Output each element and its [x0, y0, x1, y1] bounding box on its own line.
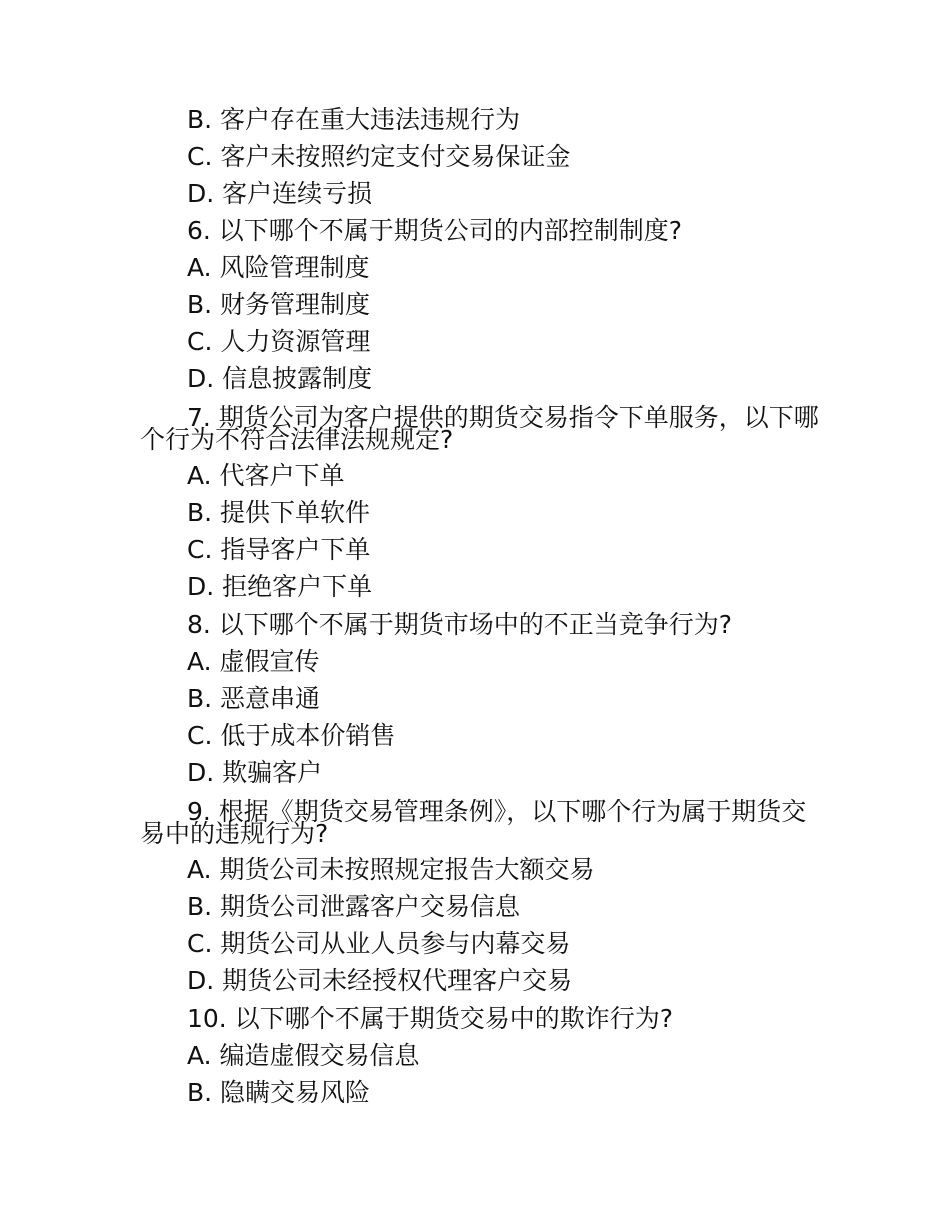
question-7: 7. 期货公司为客户提供的期货交易指令下单服务，以下哪	[187, 403, 819, 432]
option-b-q6: B. 财务管理制度	[187, 290, 371, 319]
question-7-continuation: 个行为不符合法律法规规定?	[140, 425, 454, 454]
option-d-q9: D. 期货公司未经授权代理客户交易	[187, 966, 573, 995]
option-a-q9: A. 期货公司未按照规定报告大额交易	[187, 855, 595, 884]
option-a-q6: A. 风险管理制度	[187, 253, 370, 282]
option-c-q9: C. 期货公司从业人员参与内幕交易	[187, 929, 571, 958]
option-b-q8: B. 恶意串通	[187, 684, 321, 713]
option-a-q7: A. 代客户下单	[187, 461, 345, 490]
question-9: 9. 根据《期货交易管理条例》，以下哪个行为属于期货交	[187, 797, 807, 826]
question-8: 8. 以下哪个不属于期货市场中的不正当竞争行为?	[187, 610, 733, 639]
option-d-q6: D. 信息披露制度	[187, 364, 373, 393]
option-a-q10: A. 编造虚假交易信息	[187, 1041, 420, 1070]
option-b-q5: B. 客户存在重大违法违规行为	[187, 105, 521, 134]
option-c-q6: C. 人力资源管理	[187, 327, 371, 356]
option-c-q7: C. 指导客户下单	[187, 535, 371, 564]
question-10: 10. 以下哪个不属于期货交易中的欺诈行为?	[187, 1004, 673, 1033]
question-6: 6. 以下哪个不属于期货公司的内部控制制度?	[187, 216, 683, 245]
option-b-q9: B. 期货公司泄露客户交易信息	[187, 892, 521, 921]
question-9-continuation: 易中的违规行为?	[140, 819, 329, 848]
option-c-q8: C. 低于成本价销售	[187, 721, 396, 750]
option-a-q8: A. 虚假宣传	[187, 647, 320, 676]
option-b-q7: B. 提供下单软件	[187, 498, 371, 527]
option-d-q7: D. 拒绝客户下单	[187, 572, 373, 601]
option-b-q10: B. 隐瞒交易风险	[187, 1078, 371, 1107]
option-d-q8: D. 欺骗客户	[187, 758, 323, 787]
option-c-q5: C. 客户未按照约定支付交易保证金	[187, 142, 571, 171]
option-d-q5: D. 客户连续亏损	[187, 179, 373, 208]
